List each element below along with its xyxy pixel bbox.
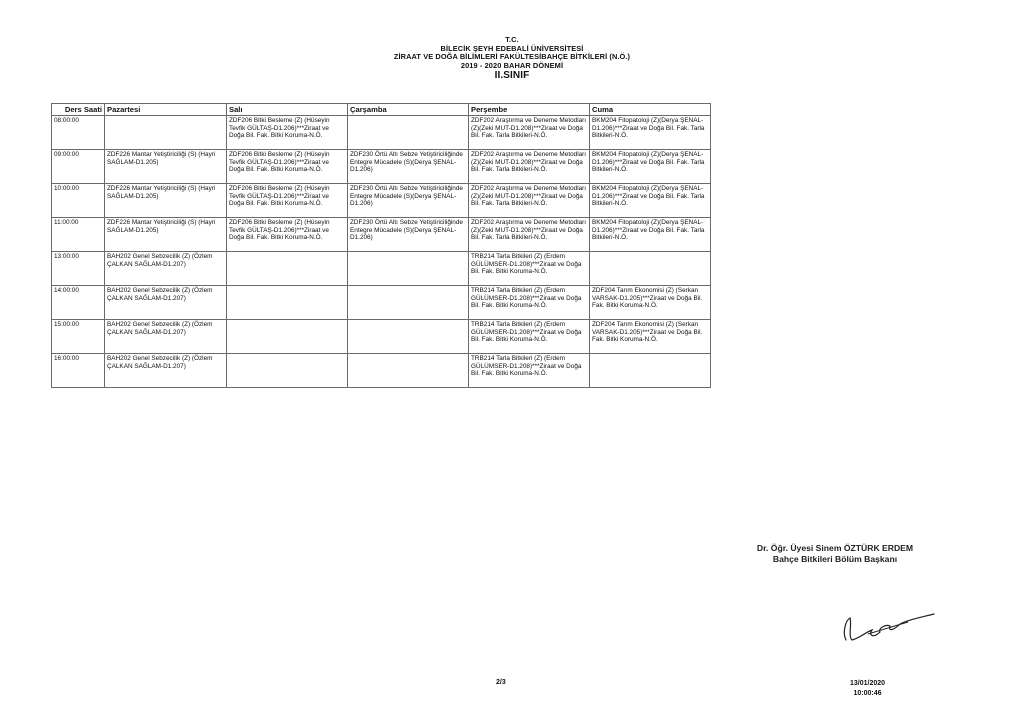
table-cell: BAH202 Genel Sebzecilik (Z) (Özlem ÇALKAN SAĞLAM-D1.207) [105, 354, 227, 388]
time-cell: 15:00:00 [52, 320, 105, 354]
time-cell: 09:00:00 [52, 150, 105, 184]
table-cell: BKM204 Fitopatoloji (Z)(Derya ŞENAL-D1.206)***Ziraat ve Doğa Bil. Fak. Tarla Bitkileri-N.Ö. [590, 150, 711, 184]
table-cell: ZDF202 Araştırma ve Deneme Metodları (Z)(Zeki MUT-D1.208)***Ziraat ve Doğa Bil. Fak. Tarla Bitkileri-N.Ö. [469, 184, 590, 218]
signatory-name: Dr. Öğr. Üyesi Sinem ÖZTÜRK ERDEM [756, 543, 914, 553]
table-cell: ZDF230 Örtü Altı Sebze Yetiştiriciliğinde Entegre Mücadele (S)(Derya ŞENAL-D1.206) [348, 184, 469, 218]
table-cell: ZDF226 Mantar Yetiştiriciliği (S) (Hayri SAĞLAM-D1.205) [105, 150, 227, 184]
table-cell: TRB214 Tarla Bitkileri (Z) (Erdem GÜLÜMSER-D1.208)***Ziraat ve Doğa Bil. Fak. Bitki Koruma-N.Ö. [469, 320, 590, 354]
header-line-tc: T.C. [505, 35, 519, 44]
print-time: 10:00:46 [853, 690, 882, 697]
time-cell: 08:00:00 [52, 116, 105, 150]
table-row [52, 286, 711, 320]
table-cell [105, 116, 227, 150]
time-cell: 14:00:00 [52, 286, 105, 320]
column-header-time: Ders Saati [52, 104, 105, 116]
table-cell: TRB214 Tarla Bitkileri (Z) (Erdem GÜLÜMSER-D1.208)***Ziraat ve Doğa Bil. Fak. Bitki Koruma-N.Ö. [469, 252, 590, 286]
table-cell: ZDF226 Mantar Yetiştiriciliği (S) (Hayri SAĞLAM-D1.205) [105, 218, 227, 252]
table-cell: ZDF206 Bitki Besleme (Z) (Hüseyin Tevfik GÜLTAŞ-D1.206)***Ziraat ve Doğa Bil. Fak. Bitki Koruma-N.Ö. [227, 218, 348, 252]
header-university: BİLECİK ŞEYH EDEBALİ ÜNİVERSİTESİ [440, 43, 584, 53]
signatory-title: Bahçe Bitkileri Bölüm Başkanı [772, 554, 898, 564]
table-row [52, 150, 711, 184]
table-cell: ZDF206 Bitki Besleme (Z) (Hüseyin Tevfik GÜLTAŞ-D1.206)***Ziraat ve Doğa Bil. Fak. Bitki Koruma-N.Ö. [227, 150, 348, 184]
table-cell [348, 320, 469, 354]
table-cell [348, 252, 469, 286]
header-faculty: ZİRAAT VE DOĞA BİLİMLERİ FAKÜLTESİBAHÇE BİTKİLERİ (N.Ö.) [393, 52, 631, 62]
time-cell: 16:00:00 [52, 354, 105, 388]
table-cell [348, 354, 469, 388]
table-cell [227, 286, 348, 320]
print-timestamp [850, 679, 885, 699]
table-row [52, 354, 711, 388]
table-header-row [52, 104, 711, 116]
schedule-table [51, 103, 711, 388]
table-cell: ZDF204 Tarım Ekonomisi (Z) (Serkan VARSAK-D1.205)***Ziraat ve Doğa Bil. Fak. Bitki Koruma-N.Ö. [590, 286, 711, 320]
column-header-tuesday: Salı [227, 104, 348, 116]
time-cell: 10:00:00 [52, 184, 105, 218]
table-row [52, 116, 711, 150]
table-cell [590, 252, 711, 286]
column-header-wednesday: Çarşamba [348, 104, 469, 116]
table-cell: TRB214 Tarla Bitkileri (Z) (Erdem GÜLÜMSER-D1.208)***Ziraat ve Doğa Bil. Fak. Bitki Koruma-N.Ö. [469, 354, 590, 388]
column-header-thursday: Perşembe [469, 104, 590, 116]
table-cell: BAH202 Genel Sebzecilik (Z) (Özlem ÇALKAN SAĞLAM-D1.207) [105, 252, 227, 286]
time-cell: 13:00:00 [52, 252, 105, 286]
table-row [52, 184, 711, 218]
column-header-monday: Pazartesi [105, 104, 227, 116]
table-row [52, 320, 711, 354]
class-title: II.SINIF [494, 70, 530, 82]
table-cell [348, 286, 469, 320]
table-cell: ZDF202 Araştırma ve Deneme Metodları (Z)(Zeki MUT-D1.208)***Ziraat ve Doğa Bil. Fak. Tarla Bitkileri-N.Ö. [469, 218, 590, 252]
table-cell: ZDF206 Bitki Besleme (Z) (Hüseyin Tevfik GÜLTAŞ-D1.206)***Ziraat ve Doğa Bil. Fak. Bitki Koruma-N.Ö. [227, 116, 348, 150]
signature-block [700, 543, 970, 565]
time-cell: 11:00:00 [52, 218, 105, 252]
table-cell: ZDF202 Araştırma ve Deneme Metodları (Z)(Zeki MUT-D1.208)***Ziraat ve Doğa Bil. Fak. Tarla Bitkileri-N.Ö. [469, 116, 590, 150]
table-row [52, 252, 711, 286]
table-row [52, 218, 711, 252]
print-date: 13/01/2020 [850, 680, 886, 687]
table-cell: TRB214 Tarla Bitkileri (Z) (Erdem GÜLÜMSER-D1.208)***Ziraat ve Doğa Bil. Fak. Bitki Koruma-N.Ö. [469, 286, 590, 320]
table-cell: BKM204 Fitopatoloji (Z)(Derya ŞENAL-D1.206)***Ziraat ve Doğa Bil. Fak. Tarla Bitkileri-N.Ö. [590, 184, 711, 218]
table-cell: BAH202 Genel Sebzecilik (Z) (Özlem ÇALKAN SAĞLAM-D1.207) [105, 286, 227, 320]
table-cell: ZDF226 Mantar Yetiştiriciliği (S) (Hayri SAĞLAM-D1.205) [105, 184, 227, 218]
table-cell: BAH202 Genel Sebzecilik (Z) (Özlem ÇALKAN SAĞLAM-D1.207) [105, 320, 227, 354]
table-cell: ZDF230 Örtü Altı Sebze Yetiştiriciliğinde Entegre Mücadele (S)(Derya ŞENAL-D1.206) [348, 150, 469, 184]
handwritten-signature [838, 610, 948, 646]
table-cell: ZDF204 Tarım Ekonomisi (Z) (Serkan VARSAK-D1.205)***Ziraat ve Doğa Bil. Fak. Bitki Koruma-N.Ö. [590, 320, 711, 354]
table-cell [590, 354, 711, 388]
document-header [0, 36, 1024, 82]
table-cell: BKM204 Fitopatoloji (Z)(Derya ŞENAL-D1.206)***Ziraat ve Doğa Bil. Fak. Tarla Bitkileri-N.Ö. [590, 218, 711, 252]
table-cell: ZDF202 Araştırma ve Deneme Metodları (Z)(Zeki MUT-D1.208)***Ziraat ve Doğa Bil. Fak. Tarla Bitkileri-N.Ö. [469, 150, 590, 184]
table-cell: ZDF206 Bitki Besleme (Z) (Hüseyin Tevfik GÜLTAŞ-D1.206)***Ziraat ve Doğa Bil. Fak. Bitki Koruma-N.Ö. [227, 184, 348, 218]
table-cell: ZDF230 Örtü Altı Sebze Yetiştiriciliğinde Entegre Mücadele (S)(Derya ŞENAL-D1.206) [348, 218, 469, 252]
header-term: 2019 - 2020 BAHAR DÖNEMİ [460, 60, 564, 70]
table-cell [348, 116, 469, 150]
table-cell [227, 320, 348, 354]
column-header-friday: Cuma [590, 104, 711, 116]
table-cell [227, 354, 348, 388]
table-cell [227, 252, 348, 286]
page-number: 2/3 [496, 679, 506, 686]
table-cell: BKM204 Fitopatoloji (Z)(Derya ŞENAL-D1.206)***Ziraat ve Doğa Bil. Fak. Tarla Bitkileri-N.Ö. [590, 116, 711, 150]
